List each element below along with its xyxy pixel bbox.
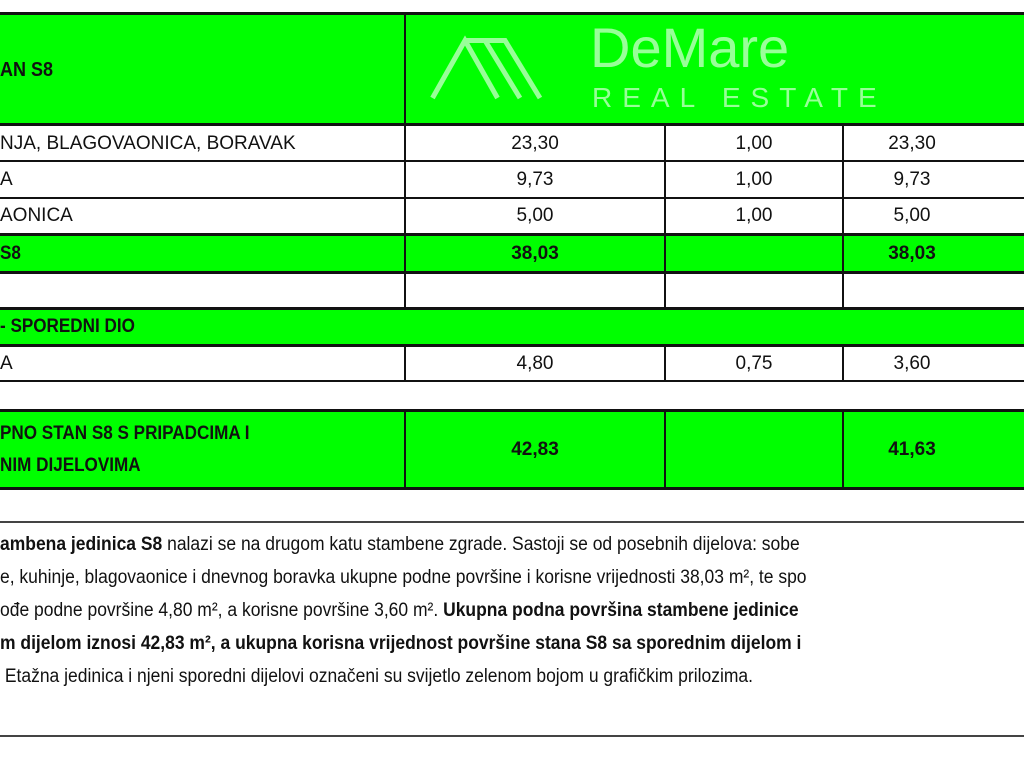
row-useful: 3,60 bbox=[893, 352, 931, 374]
total-area: 42,83 bbox=[511, 438, 559, 460]
table-title: AN S8 bbox=[0, 58, 54, 81]
row-label: A bbox=[0, 352, 13, 374]
description-paragraph bbox=[0, 528, 1012, 693]
row-useful: 23,30 bbox=[888, 132, 936, 154]
total-label-line1: PNO STAN S8 S PRIPADCIMA I bbox=[0, 423, 250, 444]
row-label: AONICA bbox=[0, 205, 73, 226]
row-area: 5,00 bbox=[516, 205, 554, 226]
subtotal-label: S8 bbox=[0, 242, 21, 264]
para-text: ođe podne površine 4,80 m², a korisne površine 3,60 m². bbox=[0, 600, 444, 621]
row-useful: 5,00 bbox=[893, 205, 931, 226]
subtotal-area: 38,03 bbox=[511, 242, 559, 264]
divider bbox=[0, 12, 1024, 15]
divider bbox=[0, 380, 1024, 382]
row-coef: 1,00 bbox=[735, 132, 773, 154]
row-label: A bbox=[0, 168, 13, 190]
divider bbox=[0, 271, 1024, 274]
subtotal-useful: 38,03 bbox=[888, 242, 936, 264]
row-area: 4,80 bbox=[516, 352, 554, 374]
watermark-sub: REAL ESTATE bbox=[592, 82, 887, 113]
section-label: - SPOREDNI DIO bbox=[0, 316, 135, 337]
row-coef: 1,00 bbox=[735, 205, 773, 226]
row-area: 9,73 bbox=[516, 168, 554, 190]
total-label-line2: NIM DIJELOVIMA bbox=[0, 455, 141, 476]
para-bold: Ukupna podna površina stambene jedinice bbox=[443, 600, 799, 621]
row-coef: 0,75 bbox=[735, 352, 773, 374]
para-bold: m dijelom iznosi 42,83 m², a ukupna korisna vrijednost površine stana S8 sa sporednim dijelom i bbox=[0, 633, 802, 654]
para-text: e, kuhinje, blagovaonice i dnevnog boravka ukupne podne površine i korisne vrijednosti 38,03 m², te spo bbox=[0, 567, 807, 588]
row-useful: 9,73 bbox=[893, 168, 931, 190]
row-coef: 1,00 bbox=[735, 168, 773, 190]
para-text: nalazi se na drugom katu stambene zgrade. Sastoji se od posebnih dijelova: sobe bbox=[162, 534, 800, 555]
para-text: Etažna jedinica i njeni sporedni dijelovi označeni su svijetlo zelenom bojom u grafičkim prilozima. bbox=[0, 666, 753, 687]
para-bold: ambena jedinica S8 bbox=[0, 534, 163, 555]
watermark-brand: DeMare bbox=[590, 16, 790, 79]
divider bbox=[664, 410, 666, 489]
total-useful: 41,63 bbox=[888, 438, 936, 460]
divider bbox=[0, 521, 1024, 523]
row-area: 23,30 bbox=[511, 132, 559, 154]
divider bbox=[0, 735, 1024, 737]
divider bbox=[0, 487, 1024, 490]
row-label: NJA, BLAGOVAONICA, BORAVAK bbox=[0, 132, 296, 154]
